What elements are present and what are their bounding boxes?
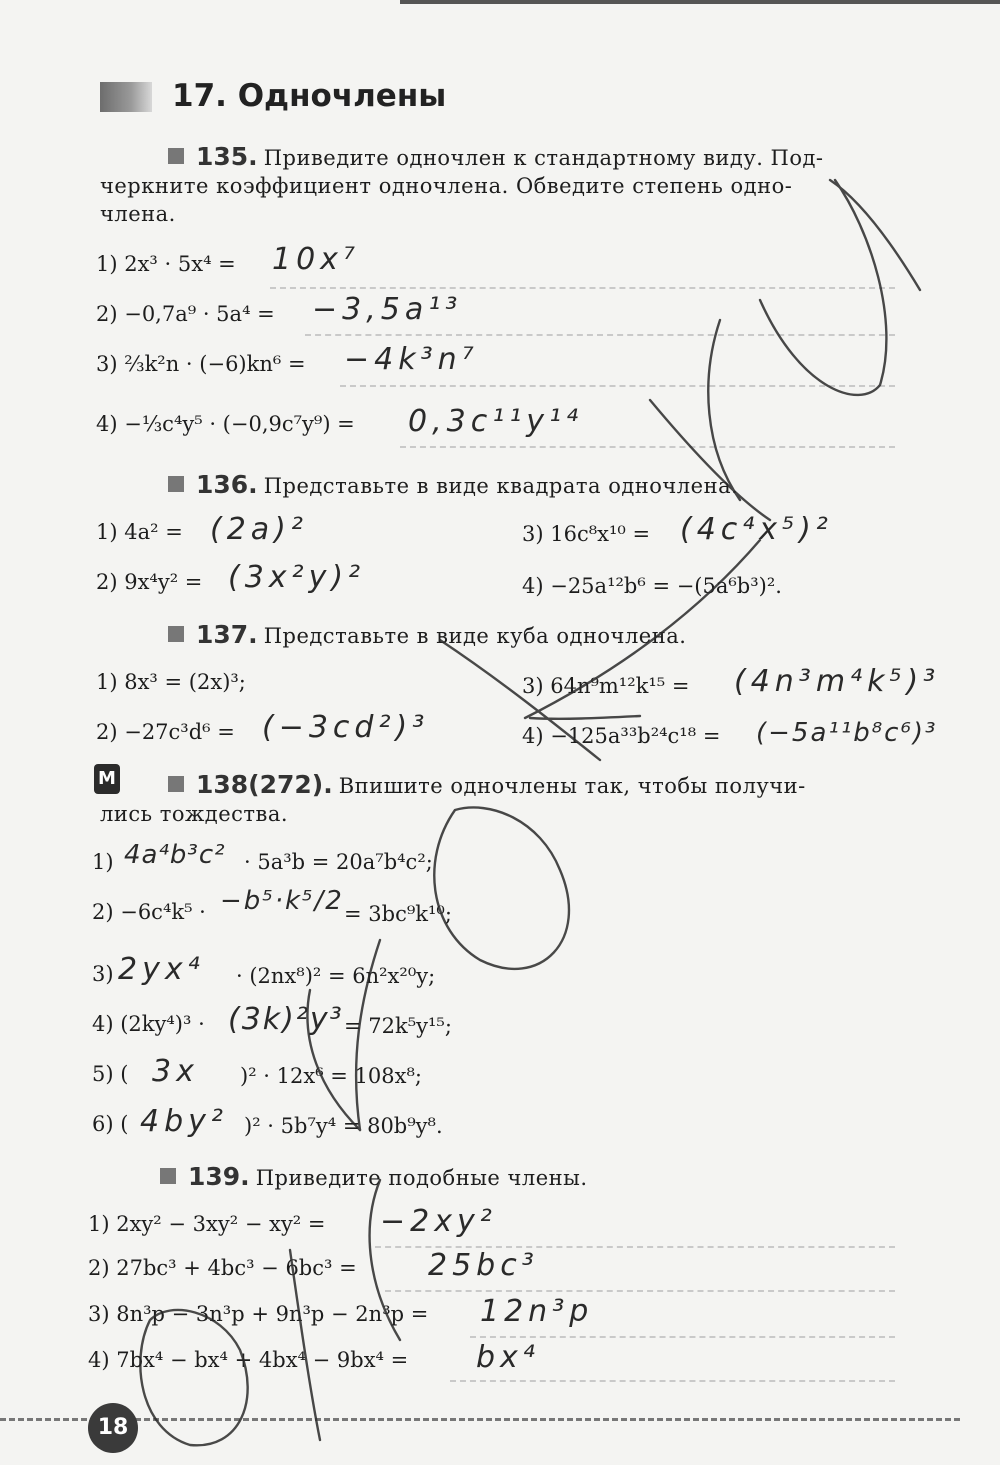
answer-line (400, 446, 895, 448)
mental-math-badge-icon: М (94, 764, 120, 794)
task-text: Впишите одночлены так, чтобы получи- (338, 774, 806, 798)
task-138-item-6-pre: 6) ( (92, 1112, 129, 1136)
answer-line (385, 1290, 895, 1292)
task-135-item-3: 3) ⅔k²n · (−6)kn⁶ = (96, 352, 306, 376)
answer-line (450, 1380, 895, 1382)
title-gradient-bar (100, 82, 152, 112)
task-137-item-2: 2) −27c³d⁶ = (96, 720, 235, 744)
task-text: Приведите подобные члены. (255, 1166, 588, 1190)
task-138-answer-1: 4a⁴b³c² (124, 840, 226, 870)
task-136-answer-1: (2a)² (210, 512, 308, 547)
task-138-item-1-pre: 1) (92, 850, 114, 874)
task-135-item-2: 2) −0,7a⁹ · 5a⁴ = (96, 302, 275, 326)
task-137-answer-3: (4n³m⁴k⁵)³ (734, 664, 941, 699)
task-139-item-4: 4) 7bx⁴ − bx⁴ + 4bx⁴ − 9bx⁴ = (88, 1348, 409, 1372)
task-marker-icon (168, 476, 184, 492)
task-138-item-6-post: )² · 5b⁷y⁴ = 80b⁹y⁸. (244, 1114, 443, 1138)
task-136-item-2: 2) 9x⁴y² = (96, 570, 203, 594)
task-138-answer-4: (3k)²y³ (228, 1002, 344, 1037)
task-number: 139. (188, 1162, 250, 1191)
task-137-item-1: 1) 8x³ = (2x)³; (96, 670, 246, 694)
task-138-answer-3: 2yx⁴ (118, 952, 205, 987)
task-marker-icon (168, 626, 184, 642)
task-135-text-line3: члена. (100, 202, 176, 226)
task-138-item-1-post: · 5a³b = 20a⁷b⁴c²; (244, 850, 433, 874)
task-137-header (168, 620, 686, 649)
task-136-item-3: 3) 16c⁸x¹⁰ = (522, 522, 651, 546)
task-138-item-3-pre: 3) (92, 962, 114, 986)
answer-line (470, 1336, 895, 1338)
task-139-item-1: 1) 2xy² − 3xy² − xy² = (88, 1212, 326, 1236)
task-135-item-1: 1) 2x³ · 5x⁴ = (96, 252, 236, 276)
task-135-answer-3: −4k³n⁷ (344, 342, 479, 377)
task-138-header (168, 770, 806, 799)
task-138-answer-2: −b⁵·k⁵/2 (220, 886, 344, 916)
task-number: 138(272). (196, 770, 333, 799)
answer-line (270, 287, 895, 289)
answer-line (340, 385, 895, 387)
page-bottom-rule (0, 1418, 960, 1421)
task-137-answer-2: (−3cd²)³ (262, 710, 430, 745)
task-135-answer-4: 0,3c¹¹y¹⁴ (408, 404, 584, 439)
task-139-answer-2: 25bc³ (428, 1248, 539, 1283)
task-137-item-4: 4) −125a³³b²⁴c¹⁸ = (522, 724, 721, 748)
task-marker-icon (168, 776, 184, 792)
task-137-answer-4: (−5a¹¹b⁸c⁶)³ (756, 718, 938, 748)
task-136-answer-3: (4c⁴x⁵)² (680, 512, 833, 547)
task-138-item-4-post: = 72k⁵y¹⁵; (344, 1014, 452, 1038)
task-139-answer-3: 12n³p (480, 1294, 594, 1329)
task-138-item-2-post: = 3bc⁹k¹⁰; (344, 902, 452, 926)
task-139-header (160, 1162, 588, 1191)
answer-line (305, 334, 895, 336)
task-text: Представьте в виде куба одночлена. (263, 624, 687, 648)
task-138-item-5-pre: 5) ( (92, 1062, 129, 1086)
task-marker-icon (168, 148, 184, 164)
task-138-item-3-post: · (2nx⁸)² = 6n²x²⁰y; (236, 964, 436, 988)
task-138-answer-6: 4by² (140, 1104, 228, 1139)
task-135-header (168, 142, 824, 171)
task-136-item-1: 1) 4a² = (96, 520, 183, 544)
page-title: 17. Одночлены (172, 78, 447, 114)
task-138-answer-5: 3x (152, 1054, 199, 1089)
page-top-line (400, 0, 1000, 4)
task-text: Представьте в виде квадрата одночлена. (263, 474, 739, 498)
task-135-text-line2: черкните коэффициент одночлена. Обведите степень одно- (100, 174, 793, 198)
task-136-answer-2: (3x²y)² (228, 560, 366, 595)
task-136-item-4: 4) −25a¹²b⁶ = −(5a⁶b³)². (522, 574, 782, 598)
task-138-item-5-post: )² · 12x⁶ = 108x⁸; (240, 1064, 422, 1088)
task-135-item-4: 4) −⅓c⁴y⁵ · (−0,9c⁷y⁹) = (96, 412, 355, 436)
task-139-item-3: 3) 8n³p − 3n³p + 9n³p − 2n³p = (88, 1302, 429, 1326)
task-number: 137. (196, 620, 258, 649)
task-137-item-3: 3) 64n⁹m¹²k¹⁵ = (522, 674, 690, 698)
task-number: 136. (196, 470, 258, 499)
task-138-text-line2: лись тождества. (100, 802, 289, 826)
task-number: 135. (196, 142, 258, 171)
task-135-answer-1: 10x⁷ (272, 242, 360, 277)
page-number: 18 (88, 1403, 138, 1453)
task-139-answer-1: −2xy² (380, 1204, 497, 1239)
task-text: Приведите одночлен к стандартному виду. Под- (263, 146, 824, 170)
task-135-answer-2: −3,5a¹³ (312, 292, 463, 327)
task-139-answer-4: bx⁴ (476, 1340, 540, 1375)
task-138-item-2-pre: 2) −6c⁴k⁵ · (92, 900, 206, 924)
task-138-item-4-pre: 4) (2ky⁴)³ · (92, 1012, 205, 1036)
task-136-header (168, 470, 738, 499)
task-139-item-2: 2) 27bc³ + 4bc³ − 6bc³ = (88, 1256, 357, 1280)
task-marker-icon (160, 1168, 176, 1184)
